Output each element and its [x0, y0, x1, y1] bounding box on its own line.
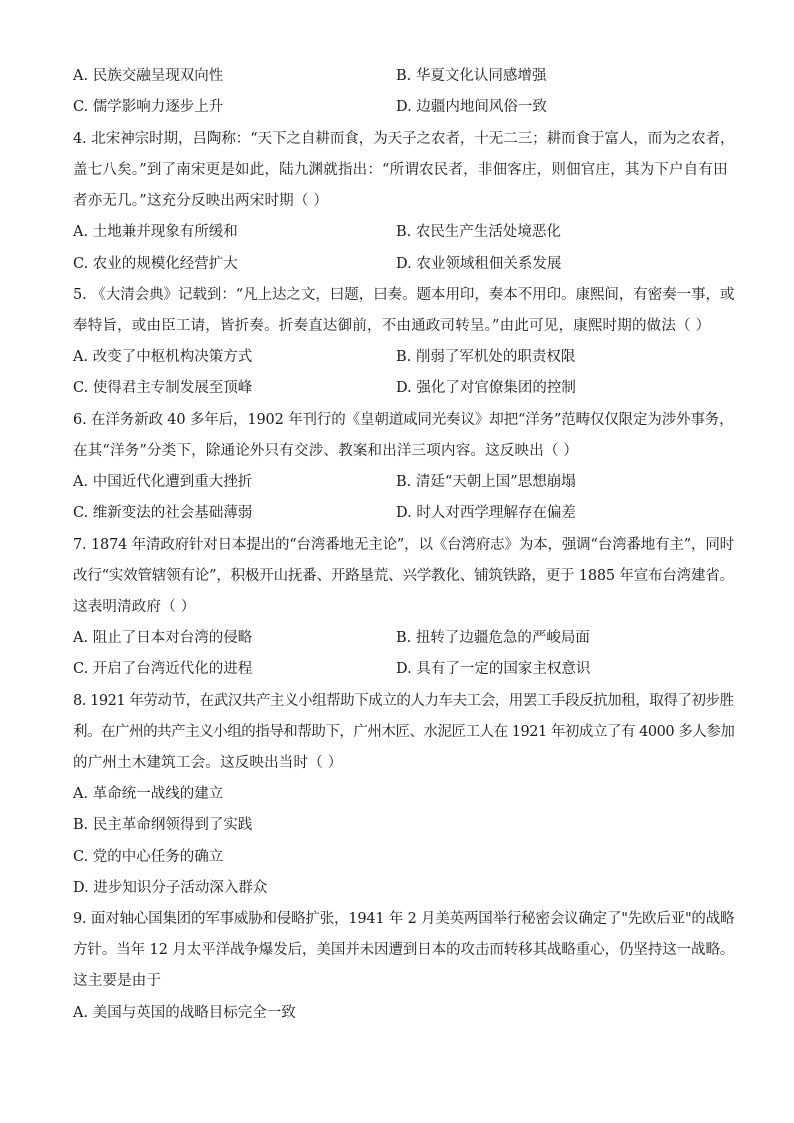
- q5-stem-line-2: 奉特旨，或由臣工请，皆折奏。折奏直达御前，不由通政司转呈。”由此可见，康熙时期的做法（ ）: [73, 318, 711, 334]
- q9-stem-line-3: 这主要是由于: [73, 973, 162, 989]
- q8-stem-line-2: 利。在广州的共产主义小组的指导和帮助下，广州木匠、水泥匠工人在 1921 年初成立了有 4000 多人参加: [73, 724, 735, 740]
- q7-stem-line-2: 改行“实效管辖领有论”，积极开山抚番、开路垦荒、兴学教化、铺筑铁路，更于 1885 年宣布台湾建省。: [73, 568, 734, 584]
- q8-option-a: A. 革命统一战线的建立: [73, 786, 224, 802]
- q8-stem-line-3: 的广州土木建筑工会。这反映出当时（ ）: [73, 755, 343, 771]
- q7-stem-line-1: 7. 1874 年清政府针对日本提出的“台湾番地无主论”，以《台湾府志》为本，强调“台湾番地有主”，同时: [73, 537, 735, 553]
- q3-option-b: B. 华夏文化认同感增强: [396, 68, 547, 84]
- q3-option-c: C. 儒学影响力逐步上升: [73, 99, 224, 115]
- q4-option-c: C. 农业的规模化经营扩大: [73, 256, 238, 272]
- q9-option-a: A. 美国与英国的战略目标完全一致: [73, 1005, 296, 1021]
- q9-stem-line-1: 9. 面对轴心国集团的军事威胁和侵略扩张，1941 年 2 月美英两国举行秘密会议确定了"先欧后亚"的战略: [73, 911, 735, 927]
- q5-option-a: A. 改变了中枢机构决策方式: [73, 349, 253, 365]
- q8-option-d: D. 进步知识分子活动深入群众: [73, 880, 268, 896]
- q8-option-c: C. 党的中心任务的确立: [73, 849, 224, 865]
- q3-option-d: D. 边疆内地间风俗一致: [396, 99, 547, 115]
- q5-stem-line-1: 5. 《大清会典》记载到：“凡上达之文，曰题，曰奏。题本用印，奏本不用印。康熙间，有密奏一事，或: [73, 287, 735, 303]
- q5-option-c: C. 使得君主专制发展至顶峰: [73, 380, 253, 396]
- q6-stem-line-2: 在其“洋务”分类下，除通论外只有交涉、教案和出洋三项内容。这反映出（ ）: [73, 443, 579, 459]
- q4-option-b: B. 农民生产生活处境恶化: [396, 224, 561, 240]
- q4-stem-line-2: 盖七八矣。”到了南宋更是如此，陆九渊就指出：“所谓农民者，非佃客庄，则佃官庄，其为下户自有田: [73, 162, 728, 178]
- q7-option-c: C. 开启了台湾近代化的进程: [73, 661, 253, 677]
- q7-option-a: A. 阻止了日本对台湾的侵略: [73, 630, 253, 646]
- q4-option-a: A. 土地兼并现象有所缓和: [73, 224, 238, 240]
- q3-option-a: A. 民族交融呈现双向性: [73, 68, 224, 84]
- q6-option-b: B. 清廷“天朝上国”思想崩塌: [396, 474, 576, 490]
- q8-stem-line-1: 8. 1921 年劳动节，在武汉共产主义小组帮助下成立的人力车夫工会，用罢工手段反抗加租，取得了初步胜: [73, 693, 734, 709]
- q6-option-a: A. 中国近代化遭到重大挫折: [73, 474, 253, 490]
- q6-option-c: C. 维新变法的社会基础薄弱: [73, 505, 253, 521]
- q4-stem-line-1: 4. 北宋神宗时期，吕陶称：“天下之自耕而食，为天子之农者，十无二三；耕而食于富人，而为之农者，: [73, 131, 735, 147]
- q5-option-d: D. 强化了对官僚集团的控制: [396, 380, 576, 396]
- q7-stem-line-3: 这表明清政府（ ）: [73, 599, 196, 615]
- q7-option-d: D. 具有了一定的国家主权意识: [396, 661, 591, 677]
- q4-stem-line-3: 者亦无几。”这充分反映出两宋时期（ ）: [73, 193, 329, 209]
- q4-option-d: D. 农业领域租佃关系发展: [396, 256, 562, 272]
- q7-option-b: B. 扭转了边疆危急的严峻局面: [396, 630, 590, 646]
- q5-option-b: B. 削弱了军机处的职责权限: [396, 349, 576, 365]
- q6-option-d: D. 时人对西学理解存在偏差: [396, 505, 576, 521]
- q8-option-b: B. 民主革命纲领得到了实践: [73, 817, 253, 833]
- q6-stem-line-1: 6. 在洋务新政 40 多年后，1902 年刊行的《皇朝道咸同光奏议》却把“洋务”范畴仅仅限定为涉外事务，: [73, 412, 734, 428]
- q9-stem-line-2: 方针。当年 12 月太平洋战争爆发后，美国并未因遭到日本的攻击而转移其战略重心，仍坚持这一战略。: [73, 942, 735, 958]
